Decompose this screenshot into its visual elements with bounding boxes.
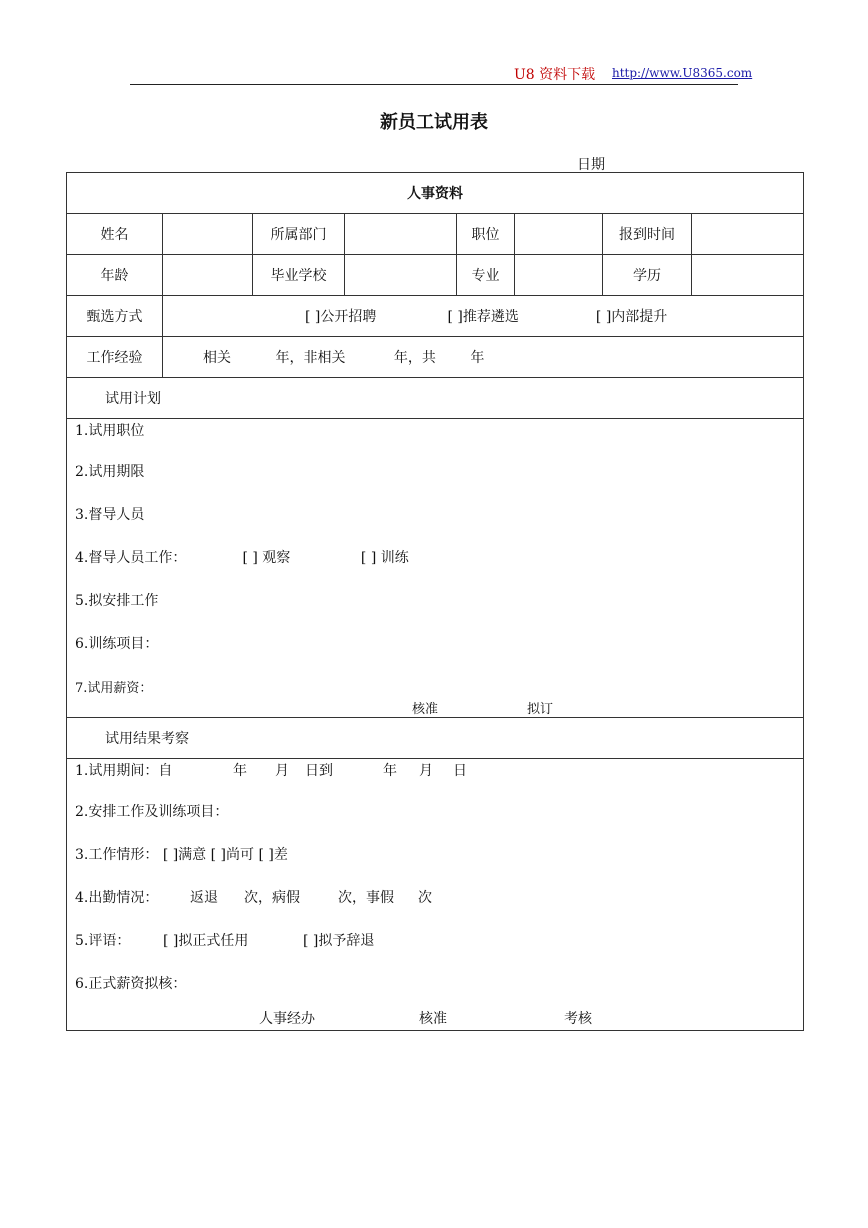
position-label: 职位 [457,214,515,255]
supervisor-option-observe[interactable]: [ ] 观察 [242,550,291,566]
dept-label: 所属部门 [253,214,345,255]
period-from: 1.试用期间：自 [75,763,173,779]
experience-total: 年，共 [393,350,436,366]
result-item-period [67,759,803,802]
result-section-title: 试用结果考察 [105,731,189,747]
plan-approve-label: 核准 [412,702,439,717]
plan-item-supervisor-work [67,548,803,591]
result-section-header [67,718,804,759]
major-label: 专业 [457,255,515,296]
plan-salary-label: 7.试用薪资： [75,681,153,696]
trial-form-table [66,172,804,1031]
attendance-sick: 次，病假 [244,890,300,906]
result-item-comment [67,931,803,974]
plan-draft-label: 拟订 [527,702,554,717]
experience-unrelated: 年，非相关 [275,350,346,366]
supervisor-work-label: 4.督导人员工作： [75,550,187,566]
header-rule [130,84,738,85]
dept-field[interactable] [345,214,457,255]
major-field[interactable] [515,255,603,296]
signature-review: 考核 [564,1011,592,1027]
plan-salary-row [67,677,803,717]
education-label: 学历 [603,255,692,296]
signature-hr: 人事经办 [259,1011,315,1027]
performance-option-fair[interactable]: [ ]尚可 [210,847,255,863]
comment-label: 5.评语： [75,933,131,949]
date-label: 日期 [577,157,605,173]
plan-details [67,419,804,718]
period-year-1: 年 [233,763,247,779]
attendance-late: 返退 [190,890,218,906]
period-day-2: 日 [453,763,467,779]
attendance-label: 4.出勤情况： [75,890,159,906]
selection-option-internal[interactable]: [ ]内部提升 [595,309,668,325]
period-day-to: 日到 [305,763,333,779]
plan-item-position: 1.试用职位 [75,423,145,439]
page-title: 新员工试用表 [380,112,488,133]
attendance-personal: 次，事假 [338,890,394,906]
position-field[interactable] [515,214,603,255]
plan-item-arranged-work: 5.拟安排工作 [75,593,159,609]
experience-year: 年 [470,350,485,366]
experience-related: 相关 [203,350,231,366]
result-item-attendance [67,888,803,931]
supervisor-option-train[interactable]: [ ] 训练 [360,550,409,566]
result-item-performance [67,845,803,888]
brand-text: U8 资料下载 [514,67,596,83]
report-time-label: 报到时间 [603,214,692,255]
header-url-link[interactable]: http://www.U8365.com [612,66,753,80]
school-label: 毕业学校 [253,255,345,296]
personnel-section-header: 人事资料 [67,173,804,214]
experience-field [163,337,804,378]
result-details [67,759,804,1031]
period-month-1: 月 [275,763,289,779]
selection-option-public[interactable]: [ ]公开招聘 [305,309,377,325]
result-item-work: 2.安排工作及训练项目： [75,804,229,820]
plan-section-header [67,378,804,419]
name-field[interactable] [163,214,253,255]
result-item-formal-salary: 6.正式薪资拟核： [75,976,187,992]
performance-option-poor[interactable]: [ ]差 [258,847,288,863]
education-field[interactable] [692,255,804,296]
plan-section-title: 试用计划 [105,391,161,407]
period-year-2: 年 [383,763,397,779]
selection-option-referral[interactable]: [ ]推荐遴选 [447,309,519,325]
name-label: 姓名 [67,214,163,255]
period-month-2: 月 [419,763,433,779]
performance-option-satisfied[interactable]: [ ]满意 [162,847,207,863]
attendance-times: 次 [418,890,432,906]
experience-label: 工作经验 [67,337,163,378]
age-label: 年龄 [67,255,163,296]
signature-approve: 核准 [419,1011,447,1027]
selection-options [163,296,804,337]
signature-row [67,1004,803,1030]
age-field[interactable] [163,255,253,296]
selection-label: 甄选方式 [67,296,163,337]
plan-item-training: 6.训练项目： [75,636,159,652]
plan-item-supervisor: 3.督导人员 [75,507,145,523]
school-field[interactable] [345,255,457,296]
comment-option-dismiss[interactable]: [ ]拟予辞退 [303,933,375,949]
plan-item-period: 2.试用期限 [75,464,145,480]
report-time-field[interactable] [692,214,804,255]
comment-option-hire[interactable]: [ ]拟正式任用 [163,933,249,949]
performance-label: 3.工作情形： [75,847,159,863]
